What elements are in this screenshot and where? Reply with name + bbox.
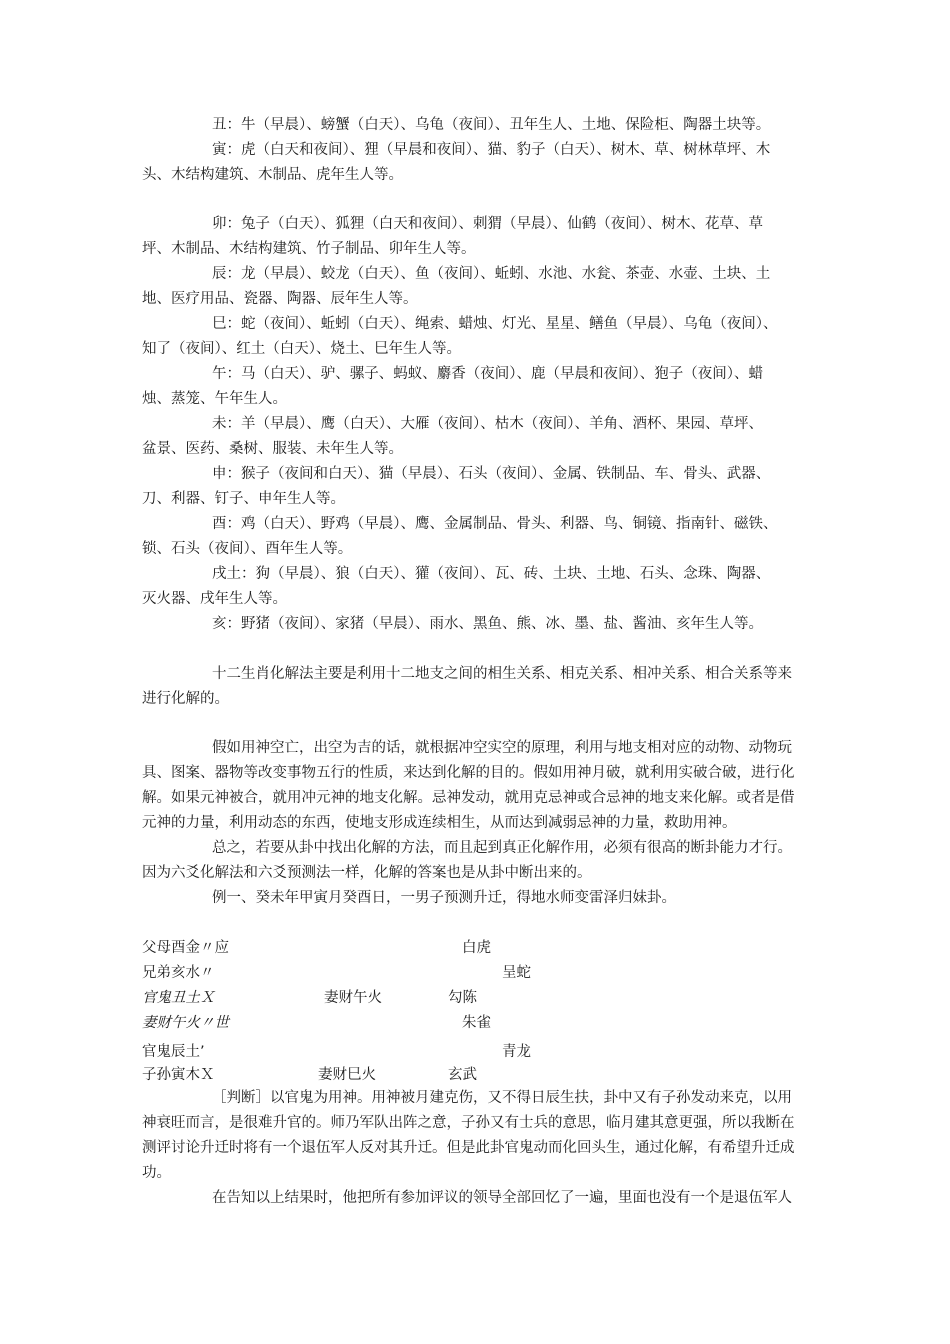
para-summary-cont: 因为六爻化解法和六爻预测法一样，化解的答案也是从卦中断出来的。	[142, 865, 592, 881]
para-wu: 午：马（白天）、驴、骡子、蚂蚁、麝香（夜间）、鹿（早晨和夜间）、狍子（夜间）、蜡	[212, 366, 763, 382]
para-result: 在告知以上结果时，他把所有参加评议的领导全部回忆了一遍，里面也没有一个是退伍军人	[212, 1190, 792, 1206]
para-wu-cont: 烛、蒸笼、午年生人。	[142, 391, 287, 407]
para-xu-cont: 灭火器、戌年生人等。	[142, 591, 287, 607]
para-example: 例一、癸未年甲寅月癸酉日，一男子预测升迁，得地水师变雷泽归妹卦。	[212, 890, 676, 906]
gua-god-5: 青龙	[502, 1044, 531, 1060]
para-yin: 寅：虎（白天和夜间）、狸（早晨和夜间）、猫、豹子（白天）、树木、草、树林草坪、木	[212, 142, 771, 158]
para-method-cont: 进行化解的。	[142, 691, 229, 707]
para-mao: 卯：兔子（白天）、狐狸（白天和夜间）、刺猬（早晨）、仙鹤（夜间）、树木、花草、草	[212, 216, 763, 232]
para-shen: 申：猴子（夜间和白天）、猫（早晨）、石头（夜间）、金属、铁制品、车、骨头、武器、	[212, 466, 771, 482]
para-si-cont: 知了（夜间）、红土（白天）、烧土、巳年生人等。	[142, 341, 461, 357]
gua-god-6: 玄武	[448, 1067, 477, 1083]
para-si: 巳：蛇（夜间）、蚯蚓（白天）、绳索、蜡烛、灯光、星星、鳝鱼（早晨）、乌龟（夜间）、	[212, 316, 778, 332]
para-summary: 总之，若要从卦中找出化解的方法，而且起到真正化解作用，必须有很高的断卦能力才行。	[212, 840, 792, 856]
gua-yao-4: 妻财午火〃世	[142, 1015, 229, 1031]
gua-god-3: 勾陈	[448, 990, 477, 1006]
para-judgement-4: 功。	[142, 1165, 171, 1181]
gua-yao-6: 子孙寅木Ｘ	[142, 1067, 215, 1083]
gua-change-3: 妻财午火	[324, 990, 382, 1006]
para-kongwang-4: 元神的力量，利用动态的东西，使地支形成连续相生，从而达到减弱忌神的力量，救助用神。	[142, 815, 737, 831]
gua-yao-1: 父母酉金〃应	[142, 940, 229, 956]
para-chen: 辰：龙（早晨）、蛟龙（白天）、鱼（夜间）、蚯蚓、水池、水瓮、茶壶、水壶、土块、土	[212, 266, 771, 282]
para-xu: 戌土：狗（早晨）、狼（白天）、獾（夜间）、瓦、砖、土块、土地、石头、念珠、陶器、	[212, 566, 771, 582]
para-method: 十二生肖化解法主要是利用十二地支之间的相生关系、相克关系、相冲关系、相合关系等来	[212, 666, 792, 682]
para-you: 酉：鸡（白天）、野鸡（早晨）、鹰、金属制品、骨头、利器、鸟、铜镜、指南针、磁铁、	[212, 516, 778, 532]
gua-god-2: 呈蛇	[502, 965, 531, 981]
para-chen-cont: 地、医疗用品、瓷器、陶器、辰年生人等。	[142, 291, 418, 307]
para-yin-cont: 头、木结构建筑、木制品、虎年生人等。	[142, 167, 403, 183]
para-judgement-3: 测评讨论升迁时将有一个退伍军人反对其升迁。但是此卦官鬼动而化回头生，通过化解，有希望升迁成	[142, 1140, 795, 1156]
gua-god-1: 白虎	[462, 940, 491, 956]
para-kongwang: 假如用神空亡，出空为吉的话，就根据冲空实空的原理，利用与地支相对应的动物、动物玩	[212, 740, 792, 756]
para-wei-cont: 盆景、医药、桑树、服装、未年生人等。	[142, 441, 403, 457]
gua-change-6: 妻财巳火	[318, 1067, 376, 1083]
gua-yao-5: 官鬼辰土’	[142, 1044, 205, 1060]
para-chou: 丑：牛（早晨）、螃蟹（白天）、乌龟（夜间）、丑年生人、土地、保险柜、陶器土块等。	[212, 117, 771, 133]
para-you-cont: 锁、石头（夜间）、酉年生人等。	[142, 541, 353, 557]
para-kongwang-3: 解。如果元神被合，就用冲元神的地支化解。忌神发动，就用克忌神或合忌神的地支来化解。或者是借	[142, 790, 795, 806]
para-kongwang-2: 具、图案、器物等改变事物五行的性质，来达到化解的目的。假如用神月破，就利用实破合破，进行化	[142, 765, 795, 781]
gua-yao-3: 官鬼丑土Ｘ	[142, 990, 215, 1006]
para-shen-cont: 刀、利器、钉子、申年生人等。	[142, 491, 345, 507]
gua-yao-2: 兄弟亥水〃	[142, 965, 215, 981]
para-mao-cont: 坪、木制品、木结构建筑、竹子制品、卯年生人等。	[142, 241, 476, 257]
para-hai: 亥：野猪（夜间）、家猪（早晨）、雨水、黑鱼、熊、冰、墨、盐、酱油、亥年生人等。	[212, 616, 763, 632]
para-judgement-2: 神衰旺而言，是很难升官的。师乃军队出阵之意，子孙又有士兵的意思，临月建其意更强，所以我断在	[142, 1115, 795, 1131]
gua-god-4: 朱雀	[462, 1015, 491, 1031]
para-judgement: ［判断］以官鬼为用神。用神被月建克伤，又不得日辰生扶，卦中又有子孙发动来克，以用	[212, 1090, 792, 1106]
para-wei: 未：羊（早晨）、鹰（白天）、大雁（夜间）、枯木（夜间）、羊角、酒杯、果园、草坪、	[212, 416, 763, 432]
